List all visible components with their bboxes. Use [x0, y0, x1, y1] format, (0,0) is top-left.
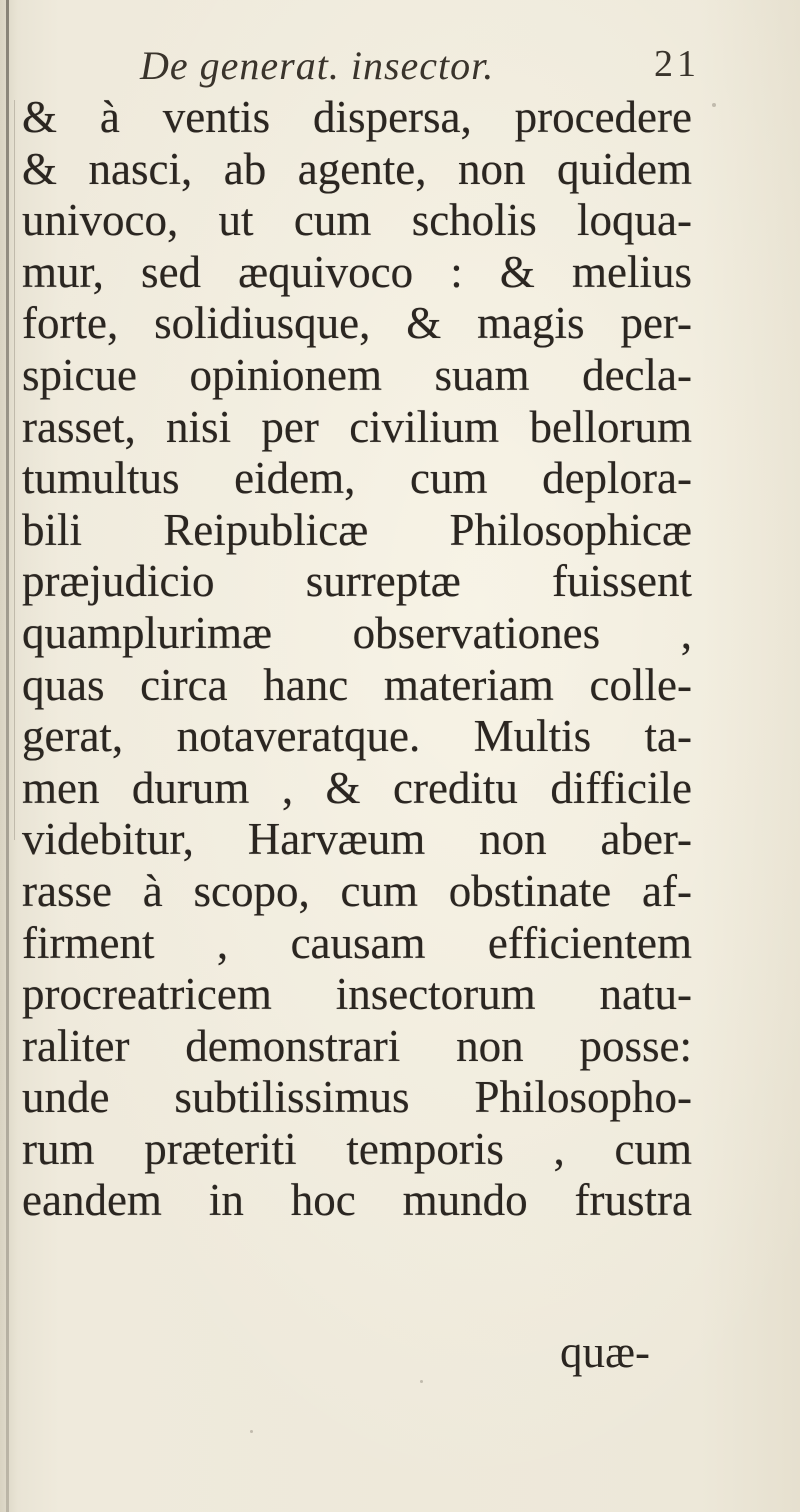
text-line: tumultus eidem, cum deplora-: [22, 453, 692, 504]
text-line: quamplurimæ observationes ,: [22, 607, 692, 658]
text-line: rasset, nisi per civilium bellorum: [22, 401, 692, 452]
text-line: eandem in hoc mundo frustra: [22, 1175, 692, 1226]
text-line: mur, sed æquivoco : & melius: [22, 246, 692, 297]
text-line: quas circa hanc materiam colle-: [22, 659, 692, 710]
paper-speck: [420, 1380, 423, 1383]
page-number: 21: [654, 43, 700, 85]
catchword: quæ-: [560, 1327, 650, 1377]
text-line: firment , causam efficientem: [22, 917, 692, 968]
text-line: men durum , & creditu difficile: [22, 762, 692, 813]
text-line: rum præteriti temporis , cum: [22, 1123, 692, 1174]
text-line: rasse à scopo, cum obstinate af-: [22, 865, 692, 916]
text-line: & nasci, ab agente, non quidem: [22, 143, 692, 194]
gutter-edge: [6, 0, 9, 1512]
text-line: & à ventis dispersa, procedere: [22, 92, 692, 142]
text-line: raliter demonstrari non posse:: [22, 1020, 692, 1071]
text-line: spicue opinionem suam decla-: [22, 349, 692, 400]
text-line: præjudicio surreptæ fuissent: [22, 556, 692, 607]
running-head-title: De generat. insector.: [140, 43, 495, 88]
body-text: [22, 92, 692, 1227]
gutter-shadow-line: [14, 100, 15, 840]
paper-speck: [712, 103, 716, 107]
text-line: bili Reipublicæ Philosophicæ: [22, 504, 692, 555]
text-line: univoco, ut cum scholis loqua-: [22, 195, 692, 246]
paper-speck: [250, 1430, 253, 1433]
text-line: unde subtilissimus Philosopho-: [22, 1072, 692, 1123]
text-line: gerat, notaveratque. Multis ta-: [22, 711, 692, 762]
text-line: forte, solidiusque, & magis per-: [22, 298, 692, 349]
text-line: procreatricem insectorum natu-: [22, 969, 692, 1020]
text-line: videbitur, Harvæum non aber-: [22, 814, 692, 865]
